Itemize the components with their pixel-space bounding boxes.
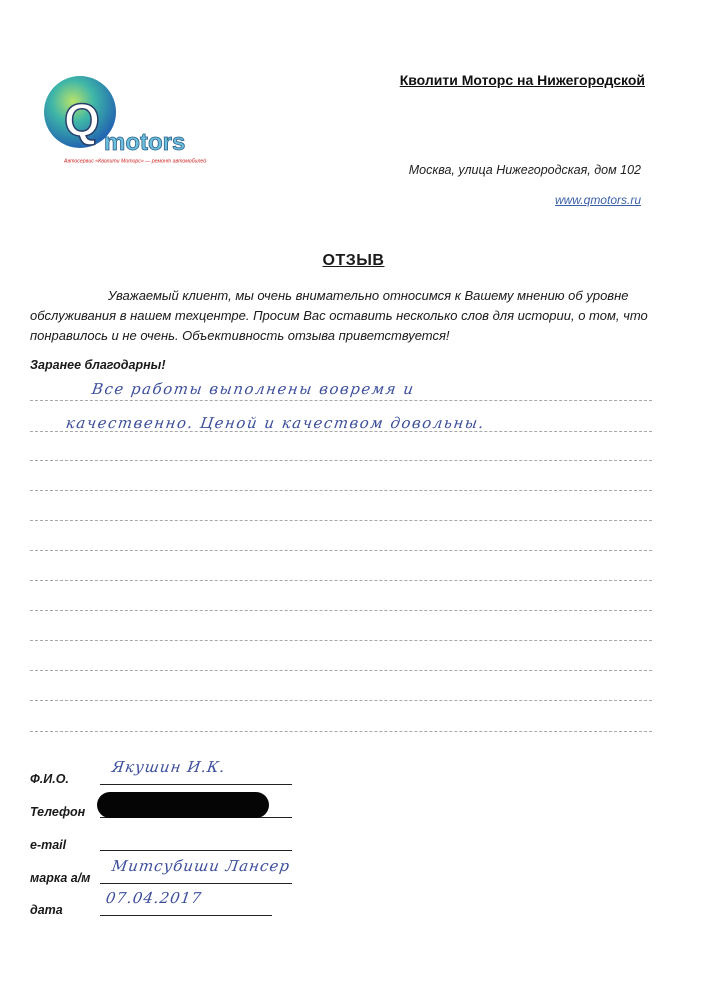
review-handwriting-line-2: качественно. Ценой и качеством довольны. — [64, 414, 487, 432]
email-underline — [100, 850, 292, 851]
email-field-row — [30, 828, 300, 852]
email-label: e-mail — [30, 838, 67, 852]
phone-label: Телефон — [30, 805, 86, 819]
name-label: Ф.И.О. — [30, 772, 69, 786]
ruled-line — [30, 580, 652, 581]
ruled-line — [30, 670, 652, 671]
form-title: ОТЗЫВ — [322, 252, 385, 269]
ruled-line — [30, 610, 652, 611]
ruled-line — [30, 731, 652, 732]
date-label: дата — [30, 903, 63, 917]
car-label: марка а/м — [30, 871, 91, 885]
date-field-row — [30, 889, 300, 917]
review-handwriting-line-1: Все работы выполнены вовремя и — [90, 380, 416, 398]
ruled-line — [30, 490, 652, 491]
ruled-line — [30, 550, 652, 551]
company-address: Москва, улица Нижегородская, дом 102 — [408, 163, 641, 177]
logo-tagline: Автосервис «Кволити Моторс» — ремонт автомобилей — [64, 158, 207, 165]
intro-text: Уважаемый клиент, мы очень внимательно относимся к Вашему мнению об уровне обслуживания в нашем техцентре. Просим Вас оставить несколько слов для истории, о том, что понравилось и не очень. Объективность отзыва приветствуется! — [30, 288, 648, 343]
ruled-line — [30, 460, 652, 461]
date-underline — [100, 915, 272, 916]
company-name: Кволити Моторс на Нижегородской — [399, 72, 645, 88]
name-field-row — [30, 758, 300, 786]
logo-wordmark: motors — [104, 129, 186, 156]
thanks-line: Заранее благодарны! — [30, 358, 166, 372]
ruled-line — [30, 400, 652, 401]
car-underline — [100, 883, 292, 884]
name-underline — [100, 784, 292, 785]
ruled-line — [30, 520, 652, 521]
ruled-line — [30, 640, 652, 641]
svg-text:Q: Q — [64, 94, 100, 146]
date-value[interactable]: 07.04.2017 — [104, 889, 204, 907]
ruled-line — [30, 700, 652, 701]
name-value[interactable]: Якушин И.К. — [110, 758, 227, 776]
car-field-row — [30, 857, 300, 885]
car-value[interactable]: Митсубиши Лансер — [110, 857, 292, 875]
website-link[interactable]: www.qmotors.ru — [554, 193, 641, 207]
phone-redaction-mark — [97, 792, 269, 818]
